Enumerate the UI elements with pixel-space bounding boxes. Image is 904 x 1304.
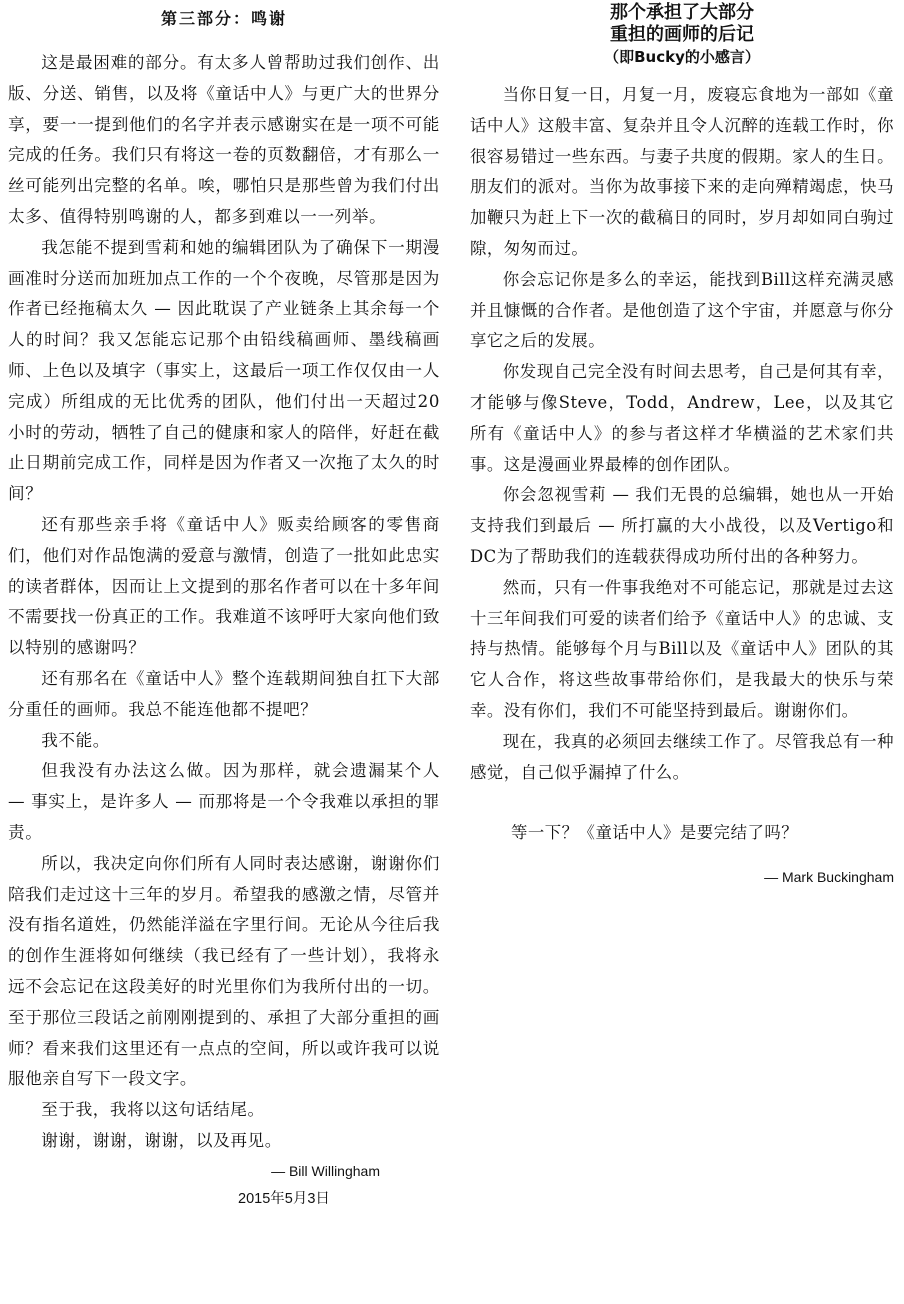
- title-line: 那个承担了大部分: [610, 2, 754, 23]
- paragraph: 我怎能不提到雪莉和她的编辑团队为了确保下一期漫画准时分送而加班加点工作的一个个夜晚，尽管那是因为作者已经拖稿太久 — 因此耽误了产业链条上其余每一个人的时间？我又怎能忘记那个由铅线稿画师、墨线稿画师、上色以及填字（事实上，这最后一项工作仅仅由一人完成）所组成的无比优秀的团队，他们付出一天超过20小时的劳动，牺牲了自己的健康和家人的陪伴，好赶在截止日期前完成工作，同样是因为作者又一次拖了太久的时间？: [8, 237, 440, 504]
- paragraph: 当你日复一日，月复一月，废寝忘食地为一部如《童话中人》这般丰富、复杂并且令人沉醉的连载工作时，你很容易错过一些东西。与妻子共度的假期。家人的生日。朋友们的派对。当你为故事接下来的走向殚精竭虑，快马加鞭只为赶上下一次的截稿日的同时，岁月却如同白驹过隙，匆匆而过。: [470, 85, 894, 258]
- signature: — Mark Buckingham: [764, 869, 894, 886]
- title-line: 重担的画师的后记: [610, 24, 754, 45]
- paragraph: 你发现自己完全没有时间去思考，自己是何其有幸，才能够与像Steve，Todd，Andrew，Lee，以及其它所有《童话中人》的参与者这样才华横溢的艺术家们共事。这是漫画业界最棒的创作团队。: [470, 362, 894, 474]
- date: 2015年5月3日: [238, 1190, 330, 1207]
- right-body: [470, 80, 894, 891]
- paragraph: 但我没有办法这么做。因为那样，就会遗漏某个人 — 事实上，是许多人 — 而那将是一个令我难以承担的罪责。: [8, 761, 440, 842]
- paragraph: 还有那些亲手将《童话中人》贩卖给顾客的零售商们，他们对作品饱满的爱意与激情，创造了一批如此忠实的读者群体，因而让上文提到的那名作者可以在十多年间不需要找一份真正的工作。我难道不该呼吁大家向他们致以特别的感谢吗？: [8, 514, 440, 658]
- paragraph: 至于我，我将以这句话结尾。: [41, 1100, 265, 1120]
- closing-question: 等一下？《童话中人》是要完结了吗？: [511, 823, 799, 843]
- paragraph: 所以，我决定向你们所有人同时表达感谢，谢谢你们陪我们走过这十三年的岁月。希望我的感激之情，尽管并没有指名道姓，仍然能洋溢在字里行间。无论从今往后我的创作生涯将如何继续（我已经有了一些计划），我将永远不会忘记在这段美好的时光里你们为我所付出的一切。至于那位三段话之前刚刚提到的、承担了大部分重担的画师？看来我们这里还有一点点的空间，所以或许我可以说服他亲自写下一段文字。: [8, 853, 440, 1089]
- left-body: [8, 48, 440, 1213]
- section-title: 第三部分：鸣谢: [160, 9, 287, 28]
- paragraph: 你会忘记你是多么的幸运，能找到Bill这样充满灵感并且慷慨的合作者。是他创造了这个宇宙，并愿意与你分享它之后的发展。: [470, 269, 894, 351]
- subtitle: （即Bucky的小感言）: [604, 48, 760, 66]
- spacer: [470, 788, 894, 818]
- paragraph: 现在，我真的必须回去继续工作了。尽管我总有一种感觉，自己似乎漏掉了什么。: [470, 731, 894, 782]
- paragraph: 然而，只有一件事我绝对不可能忘记，那就是过去这十三年间我们可爱的读者们给予《童话中人》的忠诚、支持与热情。能够每个月与Bill以及《童话中人》团队的其它人合作，将这些故事带给你们，是我最大的快乐与荣幸。没有你们，我们不可能坚持到最后。谢谢你们。: [470, 577, 894, 720]
- paragraph: 还有那名在《童话中人》整个连载期间独自扛下大部分重任的画师。我总不能连他都不提吧？: [8, 668, 440, 719]
- paragraph: 我不能。: [41, 730, 110, 750]
- afterword-title: [470, 2, 894, 68]
- signature: — Bill Willingham: [271, 1162, 380, 1179]
- paragraph: 谢谢，谢谢，谢谢，以及再见。: [41, 1130, 282, 1150]
- paragraph: 这是最困难的部分。有太多人曾帮助过我们创作、出版、分送、销售，以及将《童话中人》与更广大的世界分享，要一一提到他们的名字并表示感谢实在是一项不可能完成的任务。我们只有将这一卷的页数翻倍，才有那么一丝可能列出完整的名单。唉，哪怕只是那些曾为我们付出太多、值得特别鸣谢的人，都多到难以一一列举。: [8, 53, 440, 226]
- paragraph: 你会忽视雪莉 — 我们无畏的总编辑，她也从一开始支持我们到最后 — 所打赢的大小战役，以及Vertigo和DC为了帮助我们的连载获得成功所付出的各种努力。: [470, 485, 894, 566]
